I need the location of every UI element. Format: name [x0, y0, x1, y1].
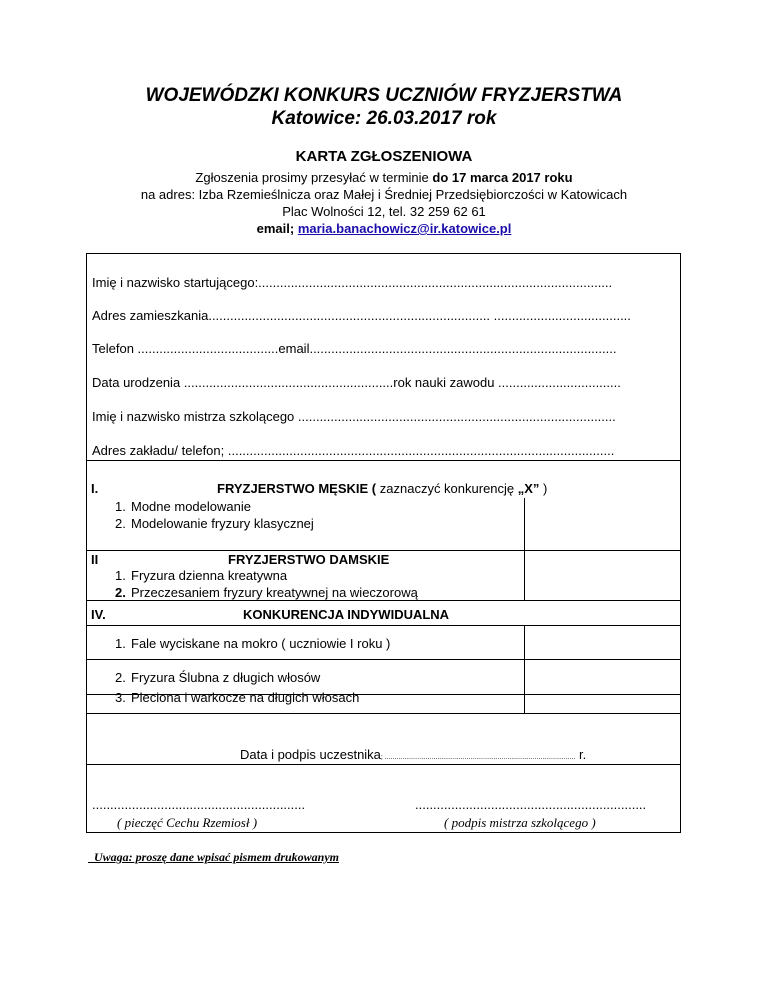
checkbox-column-men[interactable] — [524, 498, 525, 550]
card-title: KARTA ZGŁOSZENIOWA — [295, 148, 473, 165]
divider — [87, 659, 680, 660]
list-item: 1. Modne modelowanie — [115, 499, 251, 514]
list-item: 2. Fryzura Ślubna z długich włosów — [115, 670, 321, 685]
address-field[interactable]: Adres zamieszkania.............................................................................. ...................................... — [92, 308, 631, 323]
divider — [87, 625, 680, 626]
divider — [87, 460, 680, 461]
list-item: 3. Pleciona i warkocze na długich włosach — [115, 690, 360, 705]
checkbox-column-women[interactable] — [524, 550, 525, 600]
divider — [87, 550, 680, 551]
section-men-title — [217, 481, 547, 496]
signature-suffix: r. — [575, 747, 587, 762]
contest-title: WOJEWÓDZKI KONKURS UCZNIÓW FRYZJERSTWA — [145, 85, 623, 106]
signature-label: Data i podpis uczestnika — [240, 747, 381, 762]
address-line-2: Plac Wolności 12, tel. 32 259 62 61 — [282, 204, 486, 219]
workshop-address-field[interactable]: Adres zakładu/ telefon; ........................................................................................................... — [92, 443, 615, 458]
submission-info — [0, 170, 768, 185]
master-signature-caption: ( podpis mistrza szkolącego ) — [444, 815, 596, 830]
section-men-note: zaznaczyć konkurencję — [376, 481, 518, 496]
section-individual-title: KONKURENCJA INDYWIDUALNA — [243, 607, 450, 622]
guild-stamp-caption: ( pieczęć Cechu Rzemiosł ) — [117, 815, 258, 830]
divider — [87, 600, 680, 601]
guild-stamp-line[interactable]: ........................................................... — [92, 797, 306, 812]
signature-dots: ; .................................................................................................. — [380, 754, 576, 761]
master-signature-line[interactable]: ................................................................ — [415, 797, 647, 812]
info-prefix: Zgłoszenia prosimy przesyłać w terminie — [195, 170, 433, 185]
master-name-field[interactable]: Imię i nazwisko mistrza szkolącego ........................................................................................ — [92, 409, 616, 424]
address-line-1: na adres: Izba Rzemieślnicza oraz Małej i Średniej Przedsiębiorczości w Katowicach — [140, 187, 628, 202]
divider — [87, 764, 680, 765]
section-individual-number: IV. — [91, 607, 106, 622]
email-link[interactable]: maria.banachowicz@ir.katowice.pl — [297, 221, 512, 236]
section-women-title: FRYZJERSTWO DAMSKIE — [228, 552, 390, 567]
list-item: 2. Przeczesaniem fryzury kreatywnej na wieczorową — [115, 585, 418, 600]
footer-note: Uwaga: proszę dane wpisać pismem drukowanym — [88, 850, 340, 864]
name-field[interactable]: Imię i nazwisko startującego:.................................................................................................. — [92, 275, 613, 290]
divider — [87, 713, 680, 714]
participant-signature-line[interactable] — [240, 747, 586, 762]
email-label: email; — [256, 221, 298, 236]
section-men-close: ) — [539, 481, 548, 496]
checkbox-column-individual[interactable] — [524, 625, 525, 713]
birth-year-field[interactable]: Data urodzenia ..........................................................rok nauki zawodu .................................. — [92, 375, 621, 390]
list-item: 1. Fale wyciskane na mokro ( uczniowie I roku ) — [115, 636, 391, 651]
phone-email-field[interactable]: Telefon .......................................email..................................................................................... — [92, 341, 617, 356]
list-item: 2. Modelowanie fryzury klasycznej — [115, 516, 314, 531]
section-men-title-text: FRYZJERSTWO MĘSKIE ( — [217, 481, 377, 496]
info-deadline: do 17 marca 2017 roku — [432, 170, 573, 185]
registration-form — [86, 253, 681, 833]
list-item: 1. Fryzura dzienna kreatywna — [115, 568, 288, 583]
section-men-number: I. — [91, 481, 99, 496]
contest-date: Katowice: 26.03.2017 rok — [271, 108, 497, 129]
section-men-x-mark: „X” — [517, 481, 540, 496]
section-women-number: II — [91, 552, 99, 567]
email-line — [0, 221, 768, 236]
